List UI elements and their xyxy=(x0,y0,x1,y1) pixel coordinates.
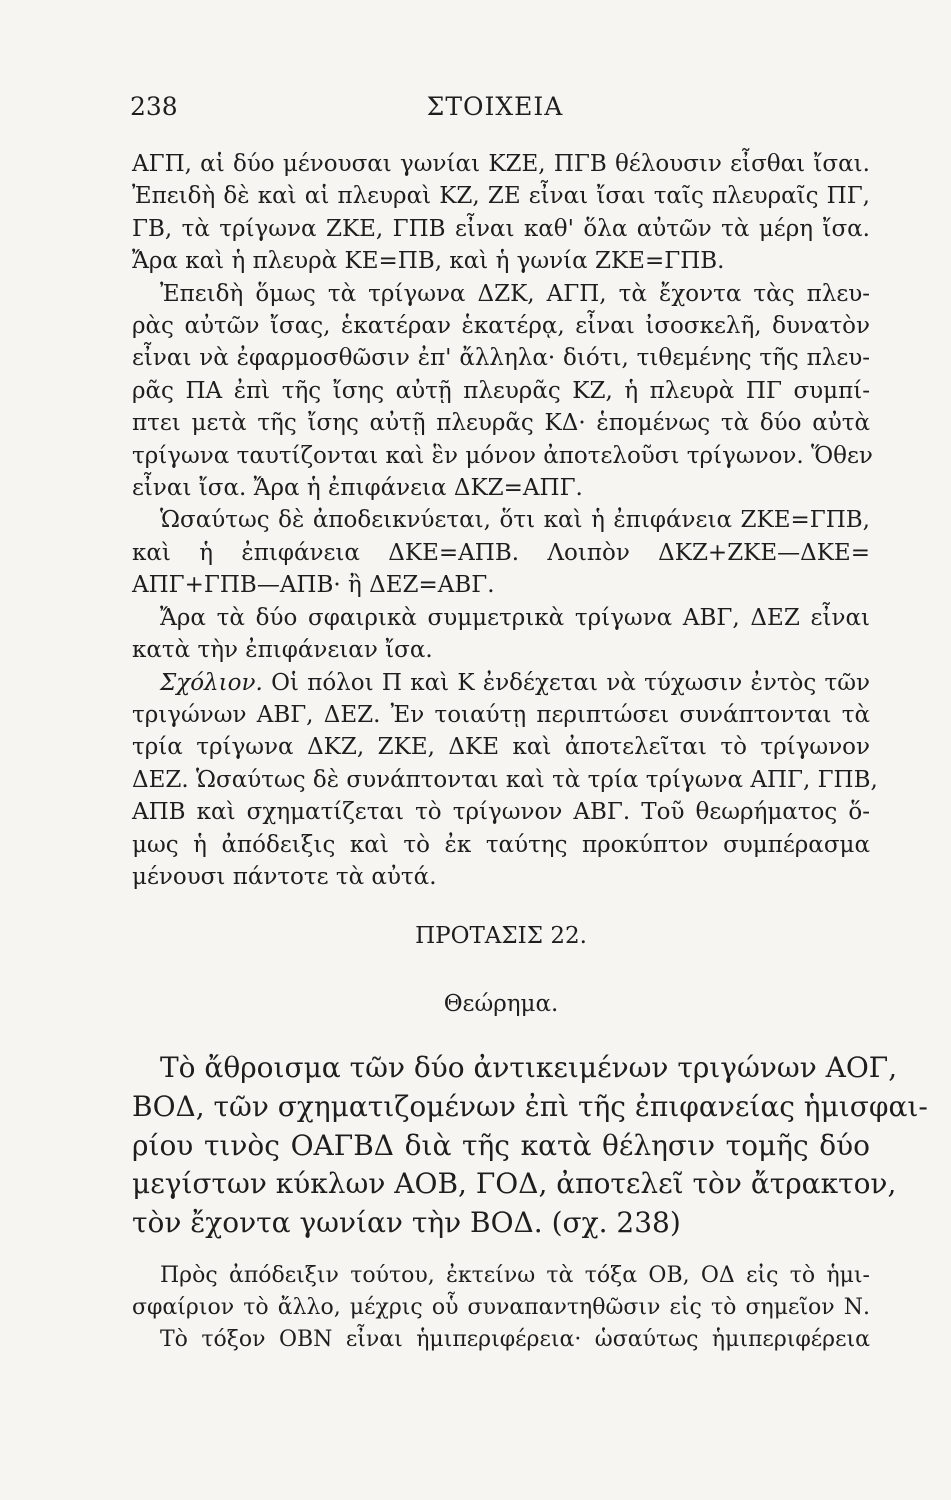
statement-line: ΒΟΔ, τῶν σχηματιζομένων ἐπὶ τῆς ἐπιφανείας ἡμισφαι- xyxy=(132,1089,928,1123)
text-line: καὶ ἡ ἐπιφάνεια ΔΚΕ=ΑΠΒ. Λοιπὸν ΔΚΖ+ΖΚΕ—ΔΚΕ= xyxy=(132,539,870,566)
text-line: ΑΠΓ+ΓΠΒ—ΑΠΒ· ἢ ΔΕΖ=ΑΒΓ. xyxy=(132,572,495,599)
text-line: Πρὸς ἀπόδειξιν τούτου, ἐκτείνω τὰ τόξα ΟΒ, ΟΔ εἰς τὸ ἡμι- xyxy=(160,1263,870,1289)
proof-paragraph xyxy=(132,1260,870,1355)
theorem-heading: Θεώρημα. xyxy=(443,991,559,1018)
scholion-first-line: Οἱ πόλοι Π καὶ Κ ἐνδέχεται νὰ τύχωσιν ἐντὸς τῶν xyxy=(271,669,871,696)
paragraph-2 xyxy=(132,278,873,505)
text-line xyxy=(132,667,870,699)
text-line: τρία τρίγωνα ΔΚΖ, ΖΚΕ, ΔΚΕ καὶ ἀποτελεῖται τὸ τρίγωνον xyxy=(132,734,870,761)
text-line: Ἐπειδὴ δὲ καὶ αἱ πλευραὶ ΚΖ, ΖΕ εἶναι ἴσαι ταῖς πλευραῖς ΠΓ, xyxy=(132,183,870,210)
text-line: Ἐπειδὴ ὅμως τὰ τρίγωνα ΔΖΚ, ΑΓΠ, τὰ ἔχοντα τὰς πλευ- xyxy=(160,280,870,307)
text-line: ΑΓΠ, αἱ δύο μένουσαι γωνίαι ΚΖΕ, ΠΓΒ θέλουσιν εἶσθαι ἴσαι. xyxy=(132,151,870,177)
text-line: Ἄρα καὶ ἡ πλευρὰ ΚΕ=ΠΒ, καὶ ἡ γωνία ΖΚΕ=ΓΠΒ. xyxy=(132,248,725,275)
statement-line: τὸν ἔχοντα γωνίαν τὴν ΒΟΔ. (σχ. 238) xyxy=(132,1205,681,1239)
protasis-heading: ΠΡΟΤΑΣΙΣ 22. xyxy=(415,923,587,950)
statement-line: μεγίστων κύκλων ΑΟΒ, ΓΟΔ, ἀποτελεῖ τὸν ἄτρακτον, xyxy=(132,1167,897,1201)
page-header xyxy=(130,92,860,128)
text-line: σφαίριον τὸ ἄλλο, μέχρις οὗ συναπαντηθῶσιν εἰς τὸ σημεῖον Ν. xyxy=(132,1294,870,1320)
text-line: Τὸ τόξον ΟΒΝ εἶναι ἡμιπεριφέρεια· ὡσαύτως ἡμιπεριφέρεια xyxy=(160,1326,870,1352)
page-number: 238 xyxy=(130,92,178,121)
body-text xyxy=(132,148,928,1355)
text-line: ρὰς αὐτῶν ἴσας, ἑκατέραν ἑκατέρᾳ, εἶναι ἰσοσκελῆ, δυνατὸν xyxy=(132,313,870,340)
text-line: κατὰ τὴν ἐπιφάνειαν ἴσα. xyxy=(132,637,433,664)
paragraph-4 xyxy=(132,602,870,667)
scholion-label: Σχόλιον. xyxy=(160,669,263,696)
text-line: ΑΠΒ καὶ σχηματίζεται τὸ τρίγωνον ΑΒΓ. Τοῦ θεωρήματος ὅ- xyxy=(132,799,870,826)
text-line: εἶναι νὰ ἐφαρμοσθῶσιν ἐπ' ἄλληλα· διότι, τιθεμένης τῆς πλευ- xyxy=(132,345,870,372)
text-line: εἶναι ἴσα. Ἄρα ἡ ἐπιφάνεια ΔΚΖ=ΑΠΓ. xyxy=(132,475,583,502)
text-line: ρᾶς ΠΑ ἐπὶ τῆς ἴσης αὐτῇ πλευρᾶς ΚΖ, ἡ πλευρὰ ΠΓ συμπί- xyxy=(132,377,870,404)
text-line: ΓΒ, τὰ τρίγωνα ΖΚΕ, ΓΠΒ εἶναι καθ' ὅλα αὐτῶν τὰ μέρη ἴσα. xyxy=(132,215,870,242)
text-line: τρίγωνα ταυτίζονται καὶ ἓν μόνον ἀποτελοῦσι τρίγωνον. Ὅθεν xyxy=(132,442,873,469)
text-line: μως ἡ ἀπόδειξις καὶ τὸ ἐκ ταύτης προκύπτον συμπέρασμα xyxy=(132,831,870,858)
text-line: Ὡσαύτως δὲ ἀποδεικνύεται, ὅτι καὶ ἡ ἐπιφάνεια ΖΚΕ=ΓΠΒ, xyxy=(160,507,870,534)
text-line: ΔΕΖ. Ὡσαύτως δὲ συνάπτονται καὶ τὰ τρία τρίγωνα ΑΠΓ, ΓΠΒ, xyxy=(132,766,878,793)
text-line: τριγώνων ΑΒΓ, ΔΕΖ. Ἐν τοιαύτῃ περιπτώσει συνάπτονται τὰ xyxy=(132,701,870,728)
text-line: πτει μετὰ τῆς ἴσης αὐτῇ πλευρᾶς ΚΔ· ἑπομένως τὰ δύο αὐτὰ xyxy=(132,410,870,437)
paragraph-3 xyxy=(132,504,870,601)
text-line: μένουσι πάντοτε τὰ αὐτά. xyxy=(132,863,437,890)
statement-line: ρίου τινὸς ΟΑΓΒΔ διὰ τῆς κατὰ θέλησιν τομῆς δύο xyxy=(132,1128,870,1162)
running-head: ΣΤΟΙΧΕΙΑ xyxy=(426,92,564,121)
scholion-paragraph xyxy=(132,667,878,894)
theorem-statement xyxy=(132,1049,928,1242)
statement-line: Τὸ ἄθροισμα τῶν δύο ἀντικειμένων τριγώνων ΑΟΓ, xyxy=(160,1051,898,1085)
text-line: Ἄρα τὰ δύο σφαιρικὰ συμμετρικὰ τρίγωνα ΑΒΓ, ΔΕΖ εἶναι xyxy=(160,604,870,631)
paragraph-1 xyxy=(132,148,870,278)
